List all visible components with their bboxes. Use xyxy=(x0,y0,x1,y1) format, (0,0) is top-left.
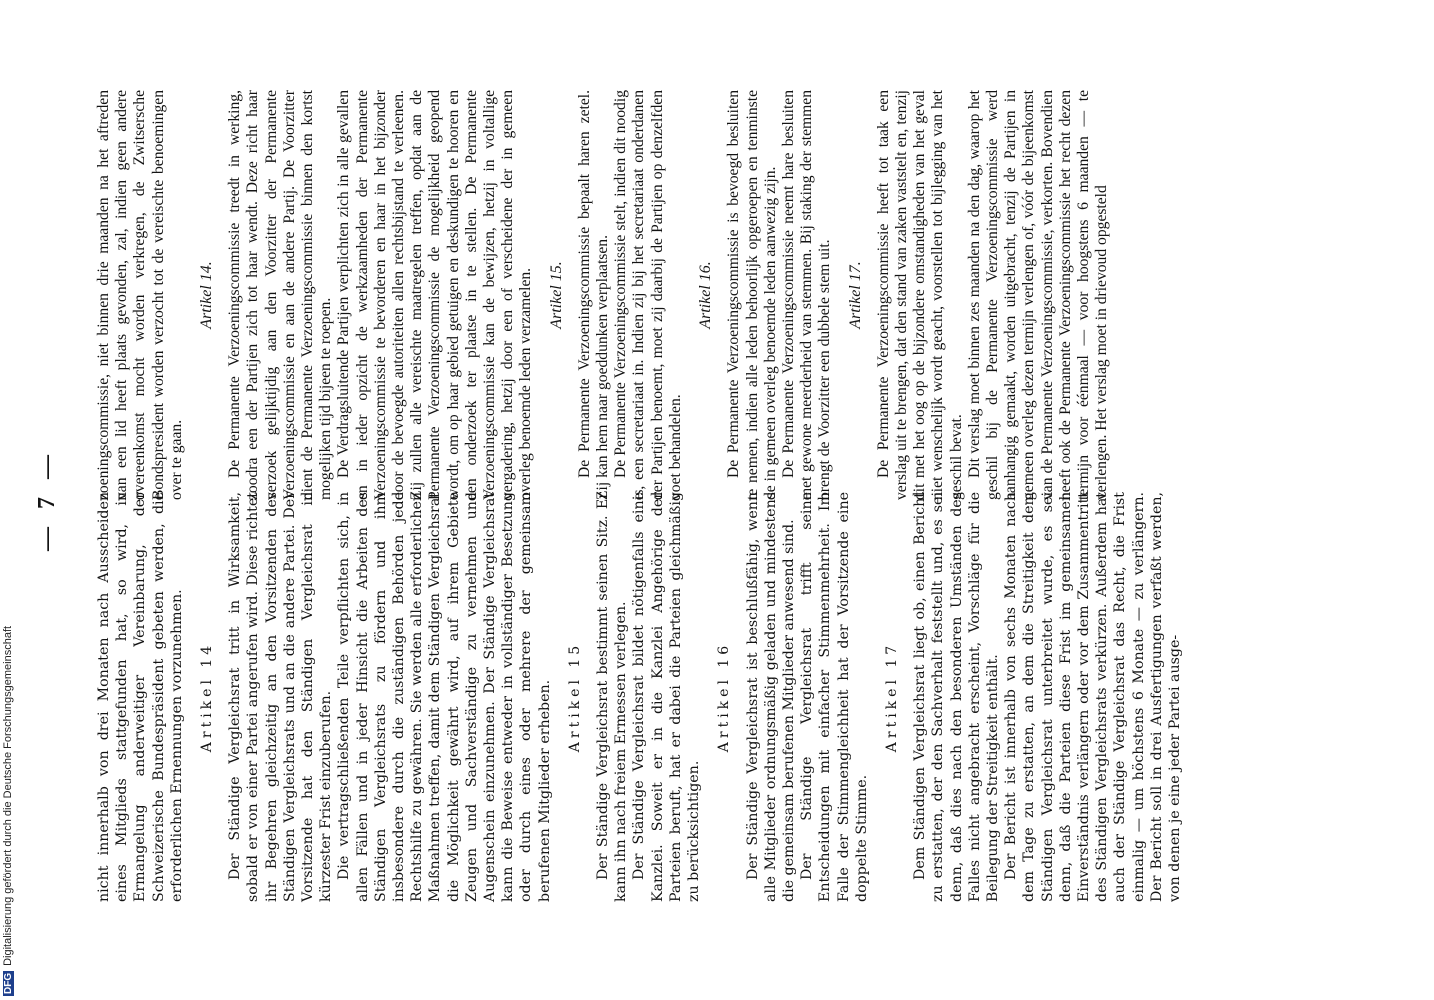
german-article-15-paragraph-2: Der Ständige Vergleichsrat bildet nötigenfalls eine Kanzlei. Soweit er in die Kanzlei Angehörige der Parteien beruft, hat er dabei die Parteien gleichmäßig zu berücksichtigen. xyxy=(631,492,703,902)
dutch-article-16-paragraph-2: De Permanente Verzoeningscommissie neemt hare besluiten met gewone meerderheid van stemmen. Bij staking der stemmen brengt de Voorzitter een dubbele stem uit. xyxy=(779,90,834,500)
dutch-article-15-paragraph-2: De Permanente Verzoeningscommissie stelt, indien dit noodig is, een secretariaat in. Indien zij bij het secretariaat onderdanen der Partijen benoemt, moet zij daarbij de Partijen op denzelfden voet behandelen. xyxy=(612,90,684,500)
dutch-article-16-paragraph-1: De Permanente Verzoeningscommissie is bevoegd besluiten te nemen, indien alle leden behoorlijk opgeroepen en tenminste de in gemeen overleg benoemde leden aanwezig zijn. xyxy=(725,90,779,500)
german-article-14-paragraph-2: Die vertragschließenden Teile verpflichten sich, in allen Fällen und in jeder Hinsicht die Arbeiten des Ständigen Vergleichsrats zu fördern und ihm insbesondere durch die zuständigen Behörden jede Rechtshilfe zu gewähren. Sie werden alle erforderlichen Maßnahmen treffen, damit dem Ständigen Vergleichsrat die Möglichkeit gewährt wird, auf ihrem Gebiete Zeugen und Sachverständige zu vernehmen und Augenschein einzunehmen. Der Ständige Vergleichsrat kann die Beweise entweder in vollständiger Besetzung oder durch eines oder mehrere der gemeinsam berufenen Mitglieder erheben. xyxy=(336,492,553,902)
german-article-14-heading: Artikel 14 xyxy=(199,641,216,753)
german-article-16-paragraph-1: Der Ständige Vergleichsrat ist beschlußfähig, wenn alle Mitglieder ordnungsmäßig geladen und mindestens die gemeinsam berufenen Mitglieder anwesend sind. xyxy=(744,492,797,902)
german-article-17-paragraph-1: Dem Ständigen Vergleichsrat liegt ob, einen Bericht zu erstatten, der den Sachverhalt feststellt und, es sei denn, daß dies nach den besonderen Umständen des Falles nicht angebracht erscheint, Vorschläge für die Beilegung der Streitigkeit enthält. xyxy=(912,492,1001,902)
german-article-15-paragraph-1: Der Ständige Vergleichsrat bestimmt seinen Sitz. Er kann ihn nach freiem Ermessen verlegen. xyxy=(595,492,630,902)
dutch-intro-paragraph: zoeningscommissie, niet binnen drie maanden na het aftreden van een lid heeft plaats gevonden, zal, indien geen andere overeenkomst mocht worden verkregen, de Zwitsersche Bondspresident worden verzocht tot de vereischte benoemingen over te gaan. xyxy=(95,90,185,500)
german-intro-paragraph: nicht innerhalb von drei Monaten nach Ausscheiden eines Mitglieds stattgefunden hat, so wird, in Ermangelung anderweitiger Vereinbarung, der Schweizerische Bundespräsident gebeten werden, die erforderlichen Ernennungen vorzunehmen. xyxy=(96,492,185,902)
page-number: — 7 — xyxy=(34,449,60,551)
dutch-article-15-heading: Artikel 15. xyxy=(547,261,565,329)
dutch-article-17-heading: Artikel 17. xyxy=(846,261,864,329)
german-article-17-paragraph-2: Der Bericht ist innerhalb von sechs Monaten nach dem Tage zu erstatten, an dem die Streitigkeit dem Ständigen Vergleichsrat unterbreitet wurde, es sei denn, daß die Parteien diese Frist im gemeinsamen Einverständnis verlängern oder vor dem Zusammentritt des Ständigen Vergleichsrats verkürzen. Außerdem hat auch der Ständige Vergleichsrat das Recht, die Frist einmalig — um höchstens 6 Monate — zu verlängern. Der Bericht soll in drei Ausfertigungen verfaßt werden, von denen je eine jeder Partei ausge- xyxy=(1003,492,1183,902)
dutch-text-column xyxy=(95,90,1111,500)
dutch-article-15-paragraph-1: De Permanente Verzoeningscommissie bepaalt haren zetel. Zij kan hem naar goeddunken verplaatsen. xyxy=(575,90,612,500)
digitization-credit xyxy=(2,626,14,996)
german-article-17-heading: Artikel 17 xyxy=(883,641,900,753)
dutch-article-14-paragraph-2: De Verdragsluitende Partijen verplichten zich in alle gevallen en in ieder opzicht de werkzaamheden der Permanente Verzoeningscommissie te bevorderen en haar in het bijzonder door de bevoegde autoriteiten allen rechtsbijstand te verleenen. Zij zullen alle vereischte maatregelen treffen, opdat aan de Permanente Verzoeningscommissie de mogelijkheid geopend wordt, om op haar gebied getuigen en deskundigen te hooren en een onderzoek ter plaatse in te stellen. De Permanente Verzoeningscommissie kan de bewijzen, hetzij in voltallige vergadering, hetzij door een of verscheidene der in gemeen overleg benoemde leden verzamelen. xyxy=(335,90,535,500)
dutch-article-16-heading: Artikel 16. xyxy=(697,261,715,329)
german-article-16-paragraph-2: Der Ständige Vergleichsrat trifft seine Entscheidungen mit einfacher Stimmenmehrheit. Im Falle der Stimmengleichheit hat der Vorsitzende eine doppelte Stimme. xyxy=(799,492,870,902)
dutch-article-17-paragraph-2: Dit verslag moet binnen zes maanden na den dag, waarop het geschil bij de Permanente Verzoeningscommissie werd aanhangig gemaakt, worden uitgebracht, tenzij de Partijen in gemeen overleg dezen termijn verlengen of, vóór de bijeenkomst van de Permanente Verzoeningscommissie, verkorten. Bovendien heeft ook de Permanente Verzoeningscommissie het recht dezen termijn voor éénmaal — voor hoogstens 6 maanden — te verlengen. Het verslag moet in drievoud opgesteld xyxy=(965,90,1111,500)
german-article-16-heading: Artikel 16 xyxy=(716,641,733,753)
dutch-article-17-paragraph-1: De Permanente Verzoeningscommissie heeft tot taak een verslag uit te brengen, dat den stand van zaken vaststelt en, tenzij dit met het oog op de bijzondere omstandigheden van het geval niet wenschelijk wordt geacht, voorstellen tot bijlegging van het geschil bevat. xyxy=(874,90,965,500)
credit-text: Digitalisierung gefördert durch die Deutsche Forschungsgemeinschaft xyxy=(2,625,14,966)
dutch-article-14-paragraph-1: De Permanente Verzoeningscommissie treedt in werking, zoodra een der Partijen zich tot haar wendt. Deze richt haar verzoek gelijktijdig aan den Voorzitter der Permanente Verzoeningscommissie en aan de andere Partij. De Voorzitter dient de Permanente Verzoeningscommissie binnen den kortst mogelijken tijd bijeen te roepen. xyxy=(226,90,335,500)
dfg-logo: DFG xyxy=(3,972,14,994)
dutch-article-14-heading: Artikel 14. xyxy=(198,261,216,329)
german-article-15-heading: Artikel 15 xyxy=(566,641,583,753)
german-text-column xyxy=(95,492,1184,902)
german-article-14-paragraph-1: Der Ständige Vergleichsrat tritt in Wirksamkeit, sobald er von einer Partei angerufen wird. Diese richtet ihr Begehren gleichzeitig an den Vorsitzenden des Ständigen Vergleichsrats und an die andere Partei. Der Vorsitzende hat den Ständigen Vergleichsrat in kürzester Frist einzuberufen. xyxy=(227,492,335,902)
